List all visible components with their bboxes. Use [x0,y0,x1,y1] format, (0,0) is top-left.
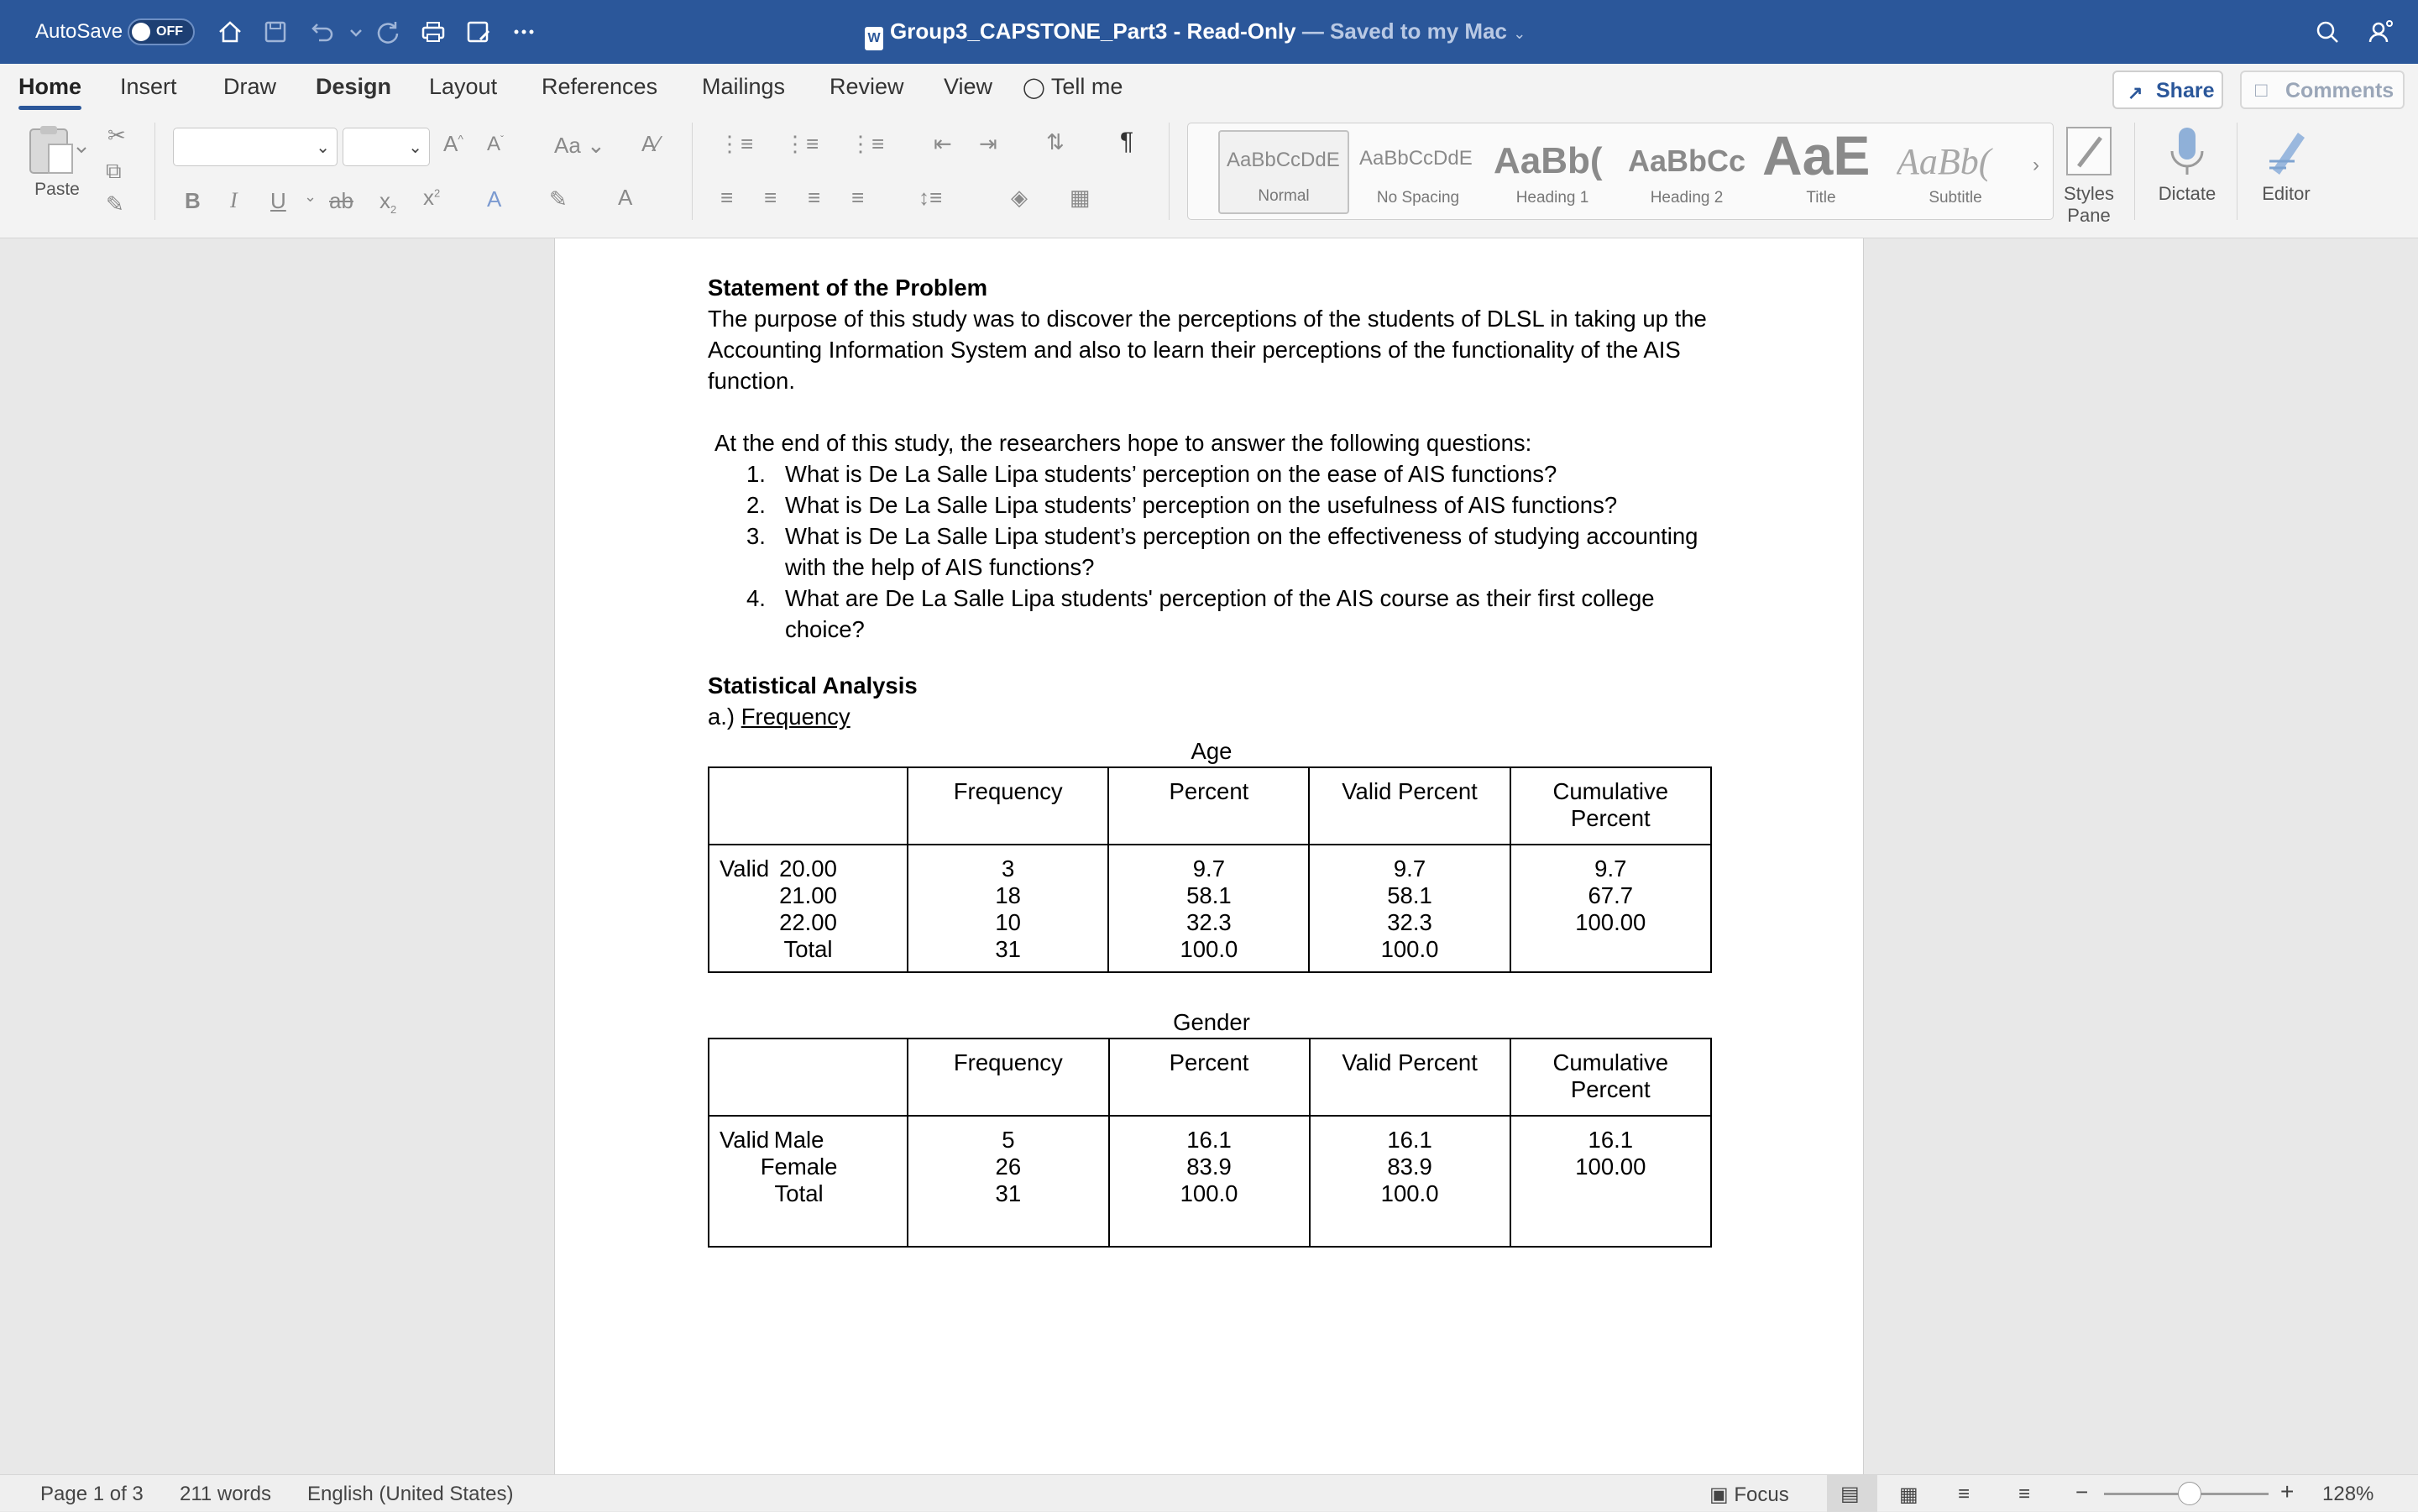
save-icon[interactable] [259,15,292,49]
numbering-icon[interactable]: ⋮≡ [784,131,819,156]
line-spacing-icon[interactable]: ↕≡ [919,185,943,210]
zoom-out-button[interactable]: − [2075,1479,2089,1504]
underline-icon[interactable]: U [270,188,286,213]
change-case-icon[interactable]: Aa ⌄ [554,133,605,158]
font-color-icon[interactable]: A [618,185,633,210]
editor-button[interactable] [2248,124,2324,205]
document-title [865,18,1526,50]
text-effects-icon[interactable]: A [487,186,502,212]
tab-design[interactable]: Design [316,74,392,99]
list-number: 2. [746,492,766,518]
list-text: What are De La Salle Lipa students' perception of the AIS course as their first college choice? [785,585,1655,642]
frequency-cell: 3 18 10 31 [908,845,1108,972]
category-values: 20.00 21.00 22.00 Total [779,855,837,962]
cumulative-percent-cell: 16.1 100.00 [1510,1116,1711,1247]
divider [1169,123,1170,220]
paste-icon [24,124,91,175]
style-name: Subtitle [1929,189,1982,207]
print-layout-icon: ▤ [1840,1483,1860,1505]
tab-insert[interactable]: Insert [120,74,177,99]
table-header-row [709,767,1711,845]
share-button[interactable] [2112,71,2223,109]
percent-cell: 16.1 83.9 100.0 [1109,1116,1310,1247]
table-header-row [709,1039,1711,1116]
ribbon [0,64,2418,238]
valid-percent-cell: 9.7 58.1 32.3 100.0 [1309,845,1510,972]
style-name: Normal [1258,187,1310,205]
word-doc-icon: W [865,27,883,50]
percent-cell: 9.7 58.1 32.3 100.0 [1108,845,1309,972]
page-count[interactable]: Page 1 of 3 [40,1483,144,1505]
shading-icon[interactable]: ◈ [1011,185,1028,210]
purpose-paragraph: The purpose of this study was to discover the perceptions of the students of DLSL in taking up the Accounting Information System and also to learn their perceptions of the functionality of the AIS function. [708,306,1707,394]
undo-icon[interactable] [304,15,338,49]
redo-icon[interactable] [371,15,405,49]
gender-table-title: Gender [1173,1009,1250,1035]
column-header: Frequency [908,1039,1108,1116]
lightbulb-icon: ◯ [1023,76,1045,99]
style-name: Heading 2 [1650,189,1724,207]
tab-home[interactable]: Home [18,74,82,99]
print-icon[interactable] [416,15,450,49]
title-separator: - [1173,18,1181,44]
comment-icon: □ [2255,79,2268,102]
list-number: 4. [746,585,766,611]
list-number: 3. [746,523,766,549]
list-text: What is De La Salle Lipa student’s perception on the effectiveness of studying accounting with the help of AIS functions? [785,523,1698,580]
style-preview: AaE [1762,130,1871,186]
column-header: Valid Percent [1309,767,1510,845]
column-header: Cumulative Percent [1510,1039,1711,1116]
style-no-spacing[interactable] [1353,130,1484,214]
list-text: What is De La Salle Lipa students’ perception on the ease of AIS functions? [785,461,1557,487]
category-cell [709,845,908,972]
justify-icon[interactable]: ≡ [851,185,865,210]
document-canvas[interactable] [0,238,2418,1474]
chevron-down-icon: ⌄ [408,139,422,157]
account-icon[interactable] [2364,15,2398,49]
zoom-in-button[interactable]: + [2280,1478,2295,1504]
chevron-right-icon[interactable]: › [2033,154,2039,176]
column-header: Percent [1109,1039,1310,1116]
clear-formatting-icon[interactable]: A∕ [641,131,660,156]
question-list [708,458,1715,645]
style-normal[interactable] [1218,130,1349,214]
heading-statement-of-problem: Statement of the Problem [708,275,988,301]
frequency-cell: 5 26 31 [908,1116,1108,1247]
draft-view-icon[interactable]: ≡ [2018,1483,2031,1505]
chevron-down-icon: ⌄ [316,139,330,157]
column-header: Percent [1108,767,1309,845]
language[interactable]: English (United States) [307,1483,514,1505]
style-title[interactable] [1756,130,1887,214]
search-icon[interactable] [2311,15,2344,49]
doc-mode: Read-Only [1186,18,1296,44]
cumulative-percent-cell: 9.7 67.7 100.00 [1510,845,1711,972]
editor-pen-icon [2261,124,2311,178]
align-right-icon[interactable]: ≡ [808,185,821,210]
superscript-icon[interactable]: $x^2$ [423,185,441,210]
autosave-label: AutoSave [35,20,123,43]
style-name: Title [1806,189,1836,207]
outline-view-icon[interactable]: ≡ [1958,1483,1971,1505]
list-item [708,458,1715,489]
strikethrough-icon[interactable]: ab [329,188,353,213]
tab-review[interactable]: Review [830,74,904,99]
list-number: 1. [746,461,766,487]
subscript-icon[interactable]: $x_2$ [379,188,397,217]
category-values: Male Female Total [760,1127,838,1206]
title-bar [0,0,2418,64]
grow-font-icon[interactable]: A^ [443,131,463,156]
editor-label: Editor [2262,183,2311,204]
age-table [708,766,1712,973]
heading-statistical-analysis: Statistical Analysis [708,672,918,698]
italic-icon[interactable]: I [230,188,238,212]
status-bar [0,1474,2418,1511]
column-header: Cumulative Percent [1510,767,1711,845]
table-corner-cell [709,767,908,845]
multilevel-list-icon[interactable]: ⋮≡ [850,131,885,156]
focus-button[interactable] [1709,1483,1789,1507]
style-subtitle[interactable] [1890,130,2021,214]
font-name-combo[interactable] [173,128,338,166]
divider [692,123,693,220]
align-center-icon[interactable]: ≡ [764,185,777,210]
zoom-level[interactable]: 128% [2322,1483,2374,1505]
style-heading-2[interactable] [1621,130,1752,214]
table-row [709,1116,1711,1247]
shrink-font-icon[interactable]: $A^ˇ$ [487,133,505,155]
format-painter-icon[interactable]: ✎ [106,191,124,217]
tab-layout[interactable]: Layout [429,74,498,99]
questions-intro: At the end of this study, the researchers hope to answer the following questions: [714,430,1532,456]
tell-me-label: Tell me [1050,74,1123,99]
focus-label: Focus [1734,1483,1789,1506]
cut-icon[interactable]: ✂ [107,123,126,148]
valid-label: Valid [720,855,770,882]
ribbon-tabs [0,64,2418,111]
tab-references[interactable]: References [542,74,658,99]
autosave-state: OFF [156,24,183,39]
autosave-toggle[interactable] [128,18,195,45]
web-layout-icon[interactable]: ▦ [1899,1483,1918,1506]
share-icon: ↗ [2128,82,2143,103]
list-item [708,521,1715,583]
doc-name: Group3_CAPSTONE_Part3 [890,18,1168,44]
focus-icon: ▣ [1709,1483,1729,1506]
gender-table [708,1038,1712,1248]
styles-pane-button[interactable] [2055,124,2122,227]
styles-gallery [1187,123,2054,220]
age-table-title: Age [1191,738,1233,764]
highlight-icon[interactable]: ✎ [549,186,568,212]
decrease-indent-icon[interactable]: ⇤ [934,131,952,156]
paste-button[interactable] [24,124,91,200]
comments-button[interactable] [2240,71,2405,109]
save-as-icon[interactable] [462,15,495,49]
style-preview: AaBbCcDdE [1359,147,1473,170]
style-preview: AaBbCcDdE [1227,149,1340,171]
dictate-label: Dictate [2158,183,2216,204]
table-row [709,845,1711,972]
print-layout-view-button[interactable] [1827,1475,1877,1512]
saved-status[interactable]: — Saved to my Mac [1301,18,1508,44]
word-count[interactable]: 211 words [180,1483,271,1505]
styles-pane-label: Styles Pane [2064,183,2114,226]
toggle-knob [132,23,150,41]
bold-icon[interactable]: B [185,188,201,213]
copy-icon[interactable]: ⧉ [106,158,122,183]
list-item [708,583,1715,645]
style-preview: AaBb( [1494,140,1603,181]
valid-label: Valid [720,1127,770,1153]
divider [154,123,155,220]
chevron-down-icon[interactable]: ⌄ [304,188,317,205]
column-header: Valid Percent [1310,1039,1510,1116]
tab-view[interactable]: View [944,74,993,99]
share-label: Share [2156,79,2215,102]
increase-indent-icon[interactable]: ⇥ [979,131,997,156]
more-options-icon[interactable] [507,15,541,49]
tab-draw[interactable]: Draw [223,74,277,99]
valid-percent-cell: 16.1 83.9 100.0 [1310,1116,1510,1247]
borders-icon[interactable]: ▦ [1070,185,1091,210]
tell-me[interactable] [1023,74,1123,100]
subheading-frequency [708,701,1715,732]
divider [2134,123,2135,220]
column-header: Frequency [908,767,1108,845]
comments-label: Comments [2285,79,2394,102]
style-name: No Spacing [1376,189,1460,207]
table-corner-cell [709,1039,908,1116]
page[interactable] [554,238,1864,1474]
tab-mailings[interactable]: Mailings [702,74,786,99]
paste-label: Paste [34,180,80,199]
align-left-icon[interactable]: ≡ [720,185,734,210]
undo-dropdown-icon[interactable] [339,15,359,49]
category-cell [709,1116,908,1247]
sort-icon[interactable]: ⇅ [1046,129,1065,154]
chevron-down-icon[interactable]: ⌄ [1513,25,1526,42]
home-icon[interactable] [213,15,247,49]
style-name: Heading 1 [1515,189,1589,207]
list-item [708,489,1715,521]
font-size-combo[interactable] [343,128,430,166]
bullets-icon[interactable]: ⋮≡ [719,131,754,156]
dictate-button[interactable] [2149,124,2225,205]
style-heading-1[interactable] [1487,130,1618,214]
show-formatting-icon[interactable]: ¶ [1120,128,1134,155]
list-text: What is De La Salle Lipa students’ perception on the usefulness of AIS functions? [785,492,1618,518]
zoom-slider-handle[interactable] [2178,1482,2201,1505]
subheading-prefix: a.) [708,704,741,730]
microphone-icon [2162,124,2212,178]
subheading-label: Frequency [741,704,850,730]
style-preview: AaBb( [1897,141,1991,182]
page-content [708,272,1715,1248]
style-preview: AaBbCc [1628,144,1746,178]
styles-pane-icon [2064,124,2114,178]
